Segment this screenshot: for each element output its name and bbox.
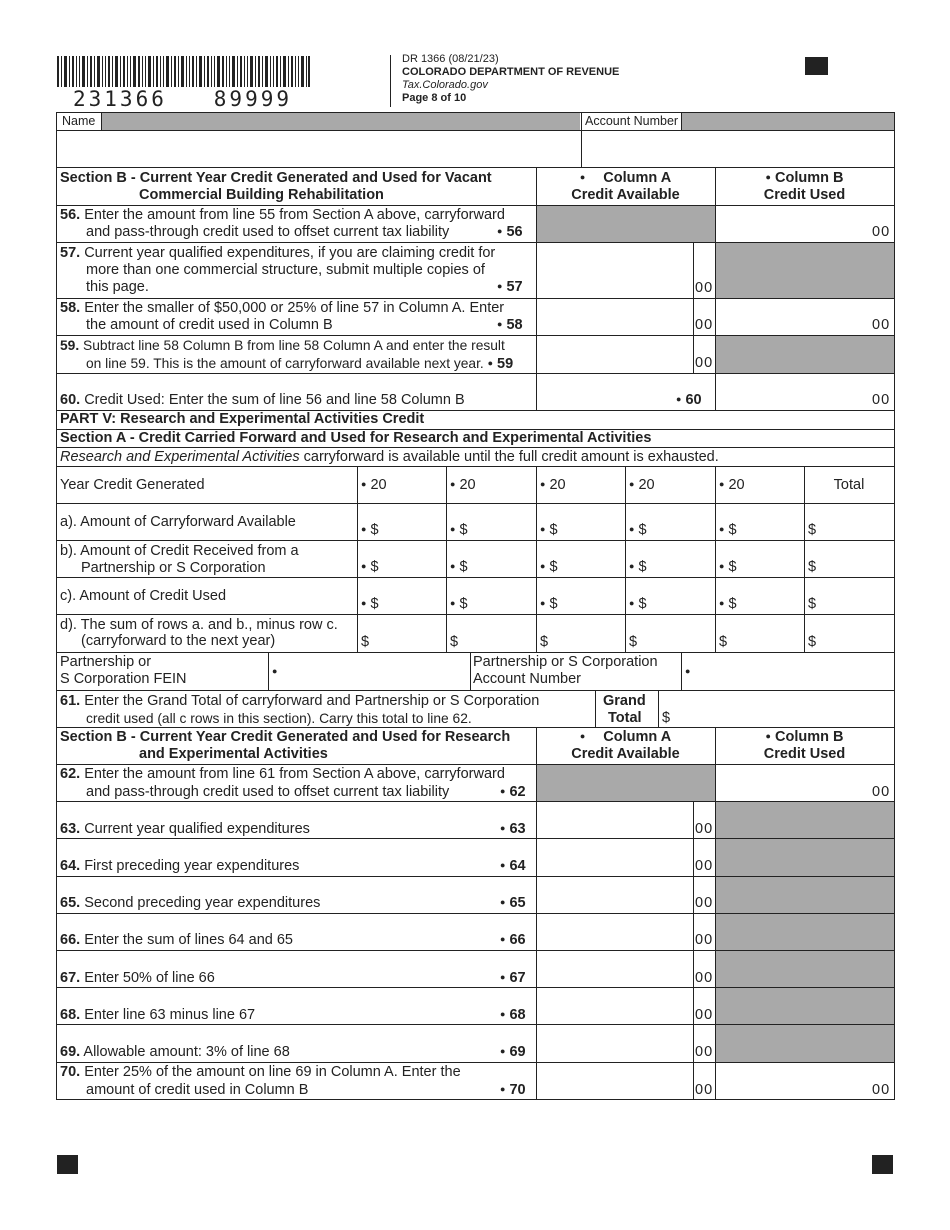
- line-68-ref: [500, 1007, 526, 1025]
- line-ref: 57: [506, 279, 523, 295]
- row-a-label: a). Amount of Carryforward Available: [60, 514, 296, 530]
- currency: $: [549, 522, 558, 538]
- line-65-column-a-input[interactable]: [540, 878, 694, 912]
- row-c-year-3[interactable]: [540, 596, 558, 614]
- line-number: 64.: [60, 858, 81, 874]
- column-a-subheader: Credit Available: [571, 187, 680, 203]
- grand-total-label-2: Total: [608, 710, 642, 726]
- line-text: Allowable amount: 3% of line 68: [83, 1044, 290, 1060]
- rule: [595, 690, 596, 727]
- year-prefix: 20: [728, 477, 745, 493]
- barcode-number: 231366 89999: [73, 87, 293, 111]
- shaded-cell: [537, 765, 715, 801]
- currency: $: [549, 559, 558, 575]
- shaded-cell: [716, 336, 894, 373]
- line-ref: 60: [685, 392, 702, 408]
- line-text: Second preceding year expenditures: [84, 895, 321, 911]
- note-italic: Research and Experimental Activities: [60, 449, 300, 465]
- line-number: 57.: [60, 245, 81, 261]
- line-text: Credit Used: Enter the sum of line 56 and line 58 Column B: [84, 392, 465, 408]
- line-70-ref: [500, 1082, 526, 1100]
- total-header: Total: [833, 477, 865, 493]
- line-65-column-a-cents: 00: [695, 895, 714, 911]
- registration-mark-top-right: [805, 57, 828, 75]
- rule: [357, 466, 358, 652]
- currency: $: [638, 559, 647, 575]
- line-66-column-a-cents: 00: [695, 932, 714, 948]
- line-58-column-b-input[interactable]: [718, 301, 872, 335]
- bullet-icon: [580, 170, 589, 186]
- line-64-ref: [500, 858, 526, 876]
- rule: [57, 838, 894, 839]
- rule: [57, 167, 894, 168]
- line-62-column-b-cents: 00: [872, 784, 891, 800]
- line-58-column-a-input[interactable]: [540, 301, 694, 335]
- partner-account-label-2: Account Number: [473, 671, 581, 687]
- bullet-icon: [766, 170, 775, 186]
- line-66-ref: [500, 932, 526, 950]
- header-divider: [390, 55, 391, 107]
- line-59-column-a-cents: 00: [695, 355, 714, 371]
- line-text: Enter the Grand Total of carryforward and Partnership or S Corporation: [84, 693, 540, 709]
- barcode-image: [57, 56, 310, 87]
- rule: [57, 503, 894, 504]
- line-ref: 56: [506, 224, 523, 240]
- row-d-label: d). The sum of rows a. and b., minus row c.: [60, 617, 338, 633]
- line-number: 67.: [60, 970, 81, 986]
- rule: [57, 447, 894, 448]
- line-59-ref: [488, 356, 514, 372]
- line-text: Current year qualified expenditures: [84, 821, 310, 837]
- line-58-text-2: the amount of credit used in Column B: [86, 317, 333, 333]
- rule: [57, 466, 894, 467]
- line-text: Subtract line 58 Column B from line 58 Column A and enter the result: [83, 338, 505, 353]
- line-58-column-b-cents: 00: [872, 317, 891, 333]
- currency: $: [370, 596, 379, 612]
- line-number: 60.: [60, 392, 81, 408]
- rule: [57, 577, 894, 578]
- line-number: 69.: [60, 1044, 81, 1060]
- row-d-year-4[interactable]: $: [629, 634, 638, 650]
- bullet-icon: [580, 729, 589, 745]
- line-59-column-a-input[interactable]: [540, 338, 694, 372]
- row-b-year-3[interactable]: [540, 559, 558, 577]
- line-64-text: [60, 858, 299, 875]
- year-prefix: 20: [549, 477, 566, 493]
- line-56-ref: [497, 224, 523, 242]
- line-58-column-a-cents: 00: [695, 317, 714, 333]
- line-56-column-b-cents: 00: [872, 224, 891, 240]
- line-number: 59.: [60, 338, 80, 353]
- barcode: [57, 56, 310, 87]
- year-header-4: [629, 477, 655, 495]
- bullet-icon: [685, 664, 694, 680]
- partner-account-label: Partnership or S Corporation: [473, 654, 658, 670]
- line-number: 58.: [60, 300, 81, 316]
- rule: [57, 298, 894, 299]
- line-text: Enter the amount from line 61 from Section A above, carryforward: [84, 766, 505, 782]
- rule: [57, 913, 894, 914]
- rule: [57, 614, 894, 615]
- line-56-text: [60, 207, 505, 224]
- rule: [715, 466, 716, 652]
- line-63-text: [60, 821, 310, 838]
- rule: [57, 130, 894, 131]
- rule: [470, 652, 471, 690]
- line-70-column-a-cents: 00: [695, 1082, 714, 1098]
- line-67-ref: [500, 970, 526, 988]
- line-ref: 67: [509, 970, 526, 986]
- rule: [57, 540, 894, 541]
- line-63-ref: [500, 821, 526, 839]
- row-c-year-4[interactable]: [629, 596, 647, 614]
- column-b-subheader: Credit Used: [763, 187, 846, 203]
- column-b-label: Column B: [774, 729, 844, 745]
- section-b-vacant-title-2: Commercial Building Rehabilitation: [139, 187, 384, 203]
- line-number: 63.: [60, 821, 81, 837]
- line-number: 61.: [60, 693, 81, 709]
- line-56-column-b-input[interactable]: [718, 208, 872, 240]
- line-61-text-2: credit used (all c rows in this section). Carry this total to line 62.: [86, 711, 472, 726]
- section-b-vacant-title: Section B - Current Year Credit Generated and Used for Vacant: [60, 170, 492, 186]
- partner-account-input[interactable]: [685, 664, 890, 682]
- rule: [57, 1062, 894, 1063]
- row-b-label-2: Partnership or S Corporation: [81, 560, 266, 576]
- part-v-title: PART V: Research and Experimental Activities Credit: [60, 411, 425, 427]
- account-number-input[interactable]: [585, 132, 894, 166]
- rule: [536, 466, 537, 652]
- note-rest: carryforward is available until the full credit amount is exhausted.: [299, 449, 719, 465]
- line-67-column-a-cents: 00: [695, 970, 714, 986]
- row-a-year-2[interactable]: [450, 522, 468, 540]
- line-69-column-a-cents: 00: [695, 1044, 714, 1060]
- line-text: on line 59. This is the amount of carryforward available next year.: [86, 356, 484, 371]
- rule: [446, 466, 447, 652]
- line-ref: 70: [509, 1082, 526, 1098]
- line-ref: 69: [509, 1044, 526, 1060]
- line-60-column-b-input[interactable]: [718, 376, 872, 410]
- line-text: Enter 50% of line 66: [84, 970, 215, 986]
- line-67-column-a-input[interactable]: [540, 953, 694, 987]
- line-69-column-a-input[interactable]: [540, 1027, 694, 1061]
- line-68-column-a-input[interactable]: [540, 990, 694, 1024]
- line-68-text: [60, 1007, 255, 1024]
- line-ref: 65: [509, 895, 526, 911]
- line-ref: 64: [509, 858, 526, 874]
- rule: [101, 113, 102, 130]
- line-64-column-a-cents: 00: [695, 858, 714, 874]
- rule: [57, 876, 894, 877]
- line-67-text: [60, 970, 215, 987]
- line-59-text-2: [86, 355, 513, 374]
- line-69-ref: [500, 1044, 526, 1062]
- name-input[interactable]: [60, 132, 582, 166]
- row-c-year-2[interactable]: [450, 596, 468, 614]
- line-number: 70.: [60, 1064, 81, 1080]
- rule: [57, 987, 894, 988]
- line-70-text-2: amount of credit used in Column B: [86, 1082, 309, 1098]
- line-57-ref: [497, 279, 523, 297]
- bullet-icon: [766, 729, 775, 745]
- rule: [57, 727, 894, 728]
- row-d-total[interactable]: $: [808, 634, 817, 650]
- row-b-year-4[interactable]: [629, 559, 647, 577]
- line-62-column-b-input[interactable]: [718, 767, 872, 801]
- currency: $: [638, 522, 647, 538]
- rule: [57, 764, 894, 765]
- rule: [681, 652, 682, 690]
- column-b-header: [715, 170, 894, 188]
- line-64-column-a-input[interactable]: [540, 841, 694, 875]
- year-prefix: 20: [459, 477, 476, 493]
- row-a-total[interactable]: $: [808, 522, 817, 538]
- row-a-year-4[interactable]: [629, 522, 647, 540]
- line-text: Current year qualified expenditures, if you are claiming credit for: [84, 245, 496, 261]
- line-number: 68.: [60, 1007, 81, 1023]
- line-number: 56.: [60, 207, 81, 223]
- shaded-cell: [716, 243, 894, 298]
- section-b-research-title-2: and Experimental Activities: [139, 746, 328, 762]
- year-credit-generated-label: Year Credit Generated: [60, 477, 205, 493]
- research-column-b-header: [715, 729, 894, 747]
- rule: [57, 690, 894, 691]
- line-text: Enter line 63 minus line 67: [84, 1007, 256, 1023]
- line-ref: 62: [509, 784, 526, 800]
- line-text: Enter the sum of lines 64 and 65: [84, 932, 293, 948]
- line-66-column-a-input[interactable]: [540, 915, 694, 949]
- currency: $: [459, 596, 468, 612]
- line-65-ref: [500, 895, 526, 913]
- registration-mark-bottom-right: [872, 1155, 893, 1174]
- section-a-research-title: Section A - Credit Carried Forward and Used for Research and Experimental Activities: [60, 430, 652, 446]
- form-id: DR 1366 (08/21/23): [402, 53, 499, 65]
- line-59-text: [60, 337, 505, 354]
- row-a-year-5[interactable]: [719, 522, 737, 540]
- line-60-column-b-cents: 00: [872, 392, 891, 408]
- carryforward-note: [60, 449, 719, 466]
- line-number: 62.: [60, 766, 81, 782]
- line-61-text: [60, 693, 539, 710]
- line-text: Enter 25% of the amount on line 69 in Column A. Enter the: [84, 1064, 461, 1080]
- currency: $: [370, 522, 379, 538]
- department-name: COLORADO DEPARTMENT OF REVENUE: [402, 66, 620, 78]
- currency: $: [728, 522, 737, 538]
- research-column-a-header: [536, 729, 715, 747]
- grand-total-input[interactable]: $: [662, 710, 671, 726]
- rule: [625, 466, 626, 652]
- row-b-year-2[interactable]: [450, 559, 468, 577]
- row-c-year-5[interactable]: [719, 596, 737, 614]
- research-column-a-subheader: Credit Available: [571, 746, 680, 762]
- rule: [57, 373, 894, 374]
- column-a-label: Column A: [603, 729, 672, 745]
- year-prefix: 20: [370, 477, 387, 493]
- row-a-year-1[interactable]: [361, 522, 379, 540]
- line-63-column-a-cents: 00: [695, 821, 714, 837]
- name-label: Name: [62, 114, 96, 128]
- row-b-total[interactable]: $: [808, 559, 817, 575]
- grand-total-label: Grand: [603, 693, 646, 709]
- column-a-label: Column A: [603, 170, 672, 186]
- line-number: 66.: [60, 932, 81, 948]
- line-65-text: [60, 895, 320, 912]
- line-60-ref: [676, 392, 702, 410]
- bullet-icon: [272, 664, 281, 680]
- line-62-ref: [500, 784, 526, 802]
- bullet-icon: [488, 356, 497, 372]
- line-text: First preceding year expenditures: [84, 858, 300, 874]
- line-58-text: [60, 300, 504, 317]
- rule: [268, 652, 269, 690]
- row-d-year-2[interactable]: $: [450, 634, 459, 650]
- row-b-label: b). Amount of Credit Received from a: [60, 543, 299, 559]
- fein-input[interactable]: [272, 664, 468, 682]
- shaded-cell: [537, 206, 715, 242]
- line-70-column-a-input[interactable]: [540, 1065, 694, 1099]
- rule: [57, 950, 894, 951]
- row-d-year-5[interactable]: $: [719, 634, 728, 650]
- rule: [57, 1024, 894, 1025]
- research-column-b-subheader: Credit Used: [763, 746, 846, 762]
- section-b-research-title: Section B - Current Year Credit Generated and Used for Research: [60, 729, 511, 745]
- row-c-year-1[interactable]: [361, 596, 379, 614]
- fein-label: Partnership or: [60, 654, 152, 670]
- row-d-year-1[interactable]: $: [361, 634, 370, 650]
- year-header-2: [450, 477, 476, 495]
- line-63-column-a-input[interactable]: [540, 804, 694, 838]
- line-62-text-2: and pass-through credit used to offset current tax liability: [86, 784, 450, 800]
- row-b-year-1[interactable]: [361, 559, 379, 577]
- currency: $: [638, 596, 647, 612]
- year-header-5: [719, 477, 745, 495]
- line-ref: 66: [509, 932, 526, 948]
- line-57-text: [60, 245, 495, 262]
- rule: [681, 113, 682, 130]
- line-57-column-a-input[interactable]: [540, 245, 694, 297]
- line-66-text: [60, 932, 293, 949]
- line-57-text-3: this page.: [86, 279, 149, 295]
- row-c-total[interactable]: $: [808, 596, 817, 612]
- line-57-text-2: more than one commercial structure, submit multiple copies of: [86, 262, 485, 278]
- line-text: Enter the amount from line 55 from Section A above, carryforward: [84, 207, 505, 223]
- line-ref: 63: [509, 821, 526, 837]
- shaded-cell: [716, 802, 894, 1062]
- line-ref: 59: [497, 356, 514, 372]
- line-ref: 68: [509, 1007, 526, 1023]
- currency: $: [728, 596, 737, 612]
- line-58-ref: [497, 317, 523, 335]
- line-69-text: [60, 1044, 290, 1061]
- currency: $: [549, 596, 558, 612]
- rule: [658, 690, 659, 727]
- line-70-column-b-input[interactable]: [718, 1065, 872, 1099]
- row-b-year-5[interactable]: [719, 559, 737, 577]
- line-62-text: [60, 766, 505, 783]
- account-label-bar: [682, 113, 894, 130]
- row-c-label: c). Amount of Credit Used: [60, 588, 227, 604]
- column-b-label: Column B: [774, 170, 844, 186]
- year-prefix: 20: [638, 477, 655, 493]
- row-a-year-3[interactable]: [540, 522, 558, 540]
- line-ref: 58: [506, 317, 523, 333]
- row-d-label-2: (carryforward to the next year): [81, 633, 276, 649]
- line-60-text: [60, 392, 465, 409]
- column-a-header: [536, 170, 715, 188]
- line-70-text: [60, 1064, 461, 1081]
- line-70-column-b-cents: 00: [872, 1082, 891, 1098]
- line-number: 65.: [60, 895, 81, 911]
- fein-label-2: S Corporation FEIN: [60, 671, 187, 687]
- currency: $: [728, 559, 737, 575]
- rule: [57, 652, 894, 653]
- line-text: Enter the smaller of $50,000 or 25% of line 57 in Column A. Enter: [84, 300, 505, 316]
- account-number-label: Account Number: [585, 114, 679, 128]
- currency: $: [459, 522, 468, 538]
- rule: [57, 205, 894, 206]
- name-label-bar: [102, 113, 580, 130]
- registration-mark-bottom-left: [57, 1155, 78, 1174]
- row-d-year-3[interactable]: $: [540, 634, 549, 650]
- currency: $: [370, 559, 379, 575]
- line-68-column-a-cents: 00: [695, 1007, 714, 1023]
- line-56-text-2: and pass-through credit used to offset current tax liability: [86, 224, 450, 240]
- year-header-1: [361, 477, 387, 495]
- page-number: Page 8 of 10: [402, 92, 467, 104]
- year-header-3: [540, 477, 566, 495]
- website: Tax.Colorado.gov: [402, 79, 488, 91]
- line-57-column-a-cents: 00: [695, 280, 714, 296]
- currency: $: [459, 559, 468, 575]
